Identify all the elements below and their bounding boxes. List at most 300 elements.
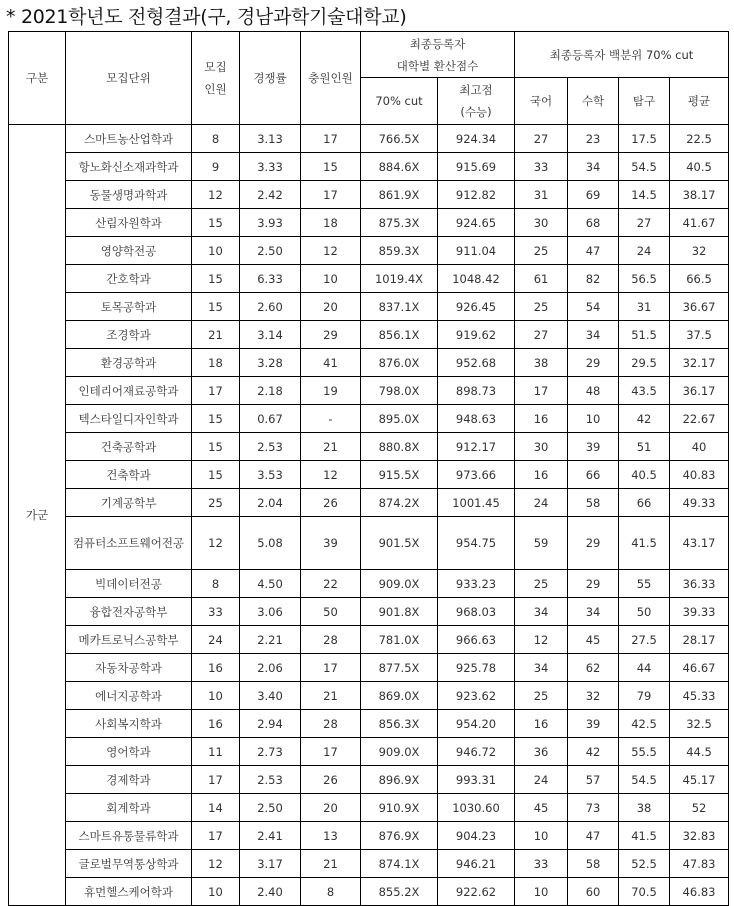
quota-cell: 14 <box>192 794 240 822</box>
average-cell: 66.5 <box>670 265 729 293</box>
competition-cell: 3.13 <box>240 125 301 153</box>
math-cell: 54 <box>568 293 619 321</box>
dept-cell: 기계공학부 <box>66 489 192 517</box>
inquiry-cell: 50 <box>619 598 670 626</box>
dept-cell: 텍스타일디자인학과 <box>66 405 192 433</box>
inquiry-cell: 38 <box>619 794 670 822</box>
average-cell: 32 <box>670 237 729 265</box>
cut70-cell: 895.0X <box>361 405 438 433</box>
table-row <box>9 265 729 293</box>
math-cell: 58 <box>568 850 619 878</box>
table-row <box>9 654 729 682</box>
dept-cell: 자동차공학과 <box>66 654 192 682</box>
header-cut70: 70% cut <box>361 78 438 125</box>
average-cell: 40 <box>670 433 729 461</box>
group-cell: 가군 <box>9 125 66 906</box>
dept-cell: 에너지공학과 <box>66 682 192 710</box>
header-max-line1: 최고점 <box>459 83 493 97</box>
competition-cell: 3.93 <box>240 209 301 237</box>
korean-cell: 36 <box>515 738 568 766</box>
competition-cell: 3.14 <box>240 321 301 349</box>
competition-cell: 5.08 <box>240 517 301 570</box>
korean-cell: 27 <box>515 321 568 349</box>
table-row <box>9 682 729 710</box>
table-row <box>9 822 729 850</box>
competition-cell: 2.06 <box>240 654 301 682</box>
korean-cell: 59 <box>515 517 568 570</box>
table-row <box>9 489 729 517</box>
cut70-cell: 869.0X <box>361 682 438 710</box>
average-cell: 32.17 <box>670 349 729 377</box>
math-cell: 69 <box>568 181 619 209</box>
dept-cell: 건축학과 <box>66 461 192 489</box>
quota-cell: 16 <box>192 654 240 682</box>
math-cell: 42 <box>568 738 619 766</box>
additional-cell: 41 <box>301 349 361 377</box>
header-quota <box>192 32 240 125</box>
quota-cell: 15 <box>192 209 240 237</box>
math-cell: 47 <box>568 822 619 850</box>
korean-cell: 25 <box>515 237 568 265</box>
competition-cell: 3.33 <box>240 153 301 181</box>
additional-cell: 19 <box>301 377 361 405</box>
additional-cell: 21 <box>301 433 361 461</box>
cut70-cell: 855.2X <box>361 878 438 906</box>
dept-cell: 인테리어재료공학과 <box>66 377 192 405</box>
quota-cell: 16 <box>192 710 240 738</box>
competition-cell: 3.53 <box>240 461 301 489</box>
additional-cell: 17 <box>301 738 361 766</box>
math-cell: 34 <box>568 598 619 626</box>
quota-cell: 25 <box>192 489 240 517</box>
average-cell: 36.33 <box>670 570 729 598</box>
cut70-cell: 910.9X <box>361 794 438 822</box>
cut70-cell: 880.8X <box>361 433 438 461</box>
cut70-cell: 875.3X <box>361 209 438 237</box>
average-cell: 22.5 <box>670 125 729 153</box>
math-cell: 29 <box>568 570 619 598</box>
inquiry-cell: 43.5 <box>619 377 670 405</box>
math-cell: 48 <box>568 377 619 405</box>
korean-cell: 34 <box>515 598 568 626</box>
max-score-cell: 924.34 <box>438 125 515 153</box>
math-cell: 45 <box>568 626 619 654</box>
page-title: * 2021학년도 전형결과(구, 경남과학기술대학교) <box>6 6 407 28</box>
dept-cell: 항노화신소재과학과 <box>66 153 192 181</box>
table-row <box>9 794 729 822</box>
average-cell: 36.17 <box>670 377 729 405</box>
header-score-group-line2: 대학별 환산점수 <box>396 58 479 73</box>
korean-cell: 31 <box>515 181 568 209</box>
dept-cell: 조경학과 <box>66 321 192 349</box>
max-score-cell: 946.21 <box>438 850 515 878</box>
max-score-cell: 1048.42 <box>438 265 515 293</box>
table-row <box>9 570 729 598</box>
additional-cell: 10 <box>301 265 361 293</box>
max-score-cell: 968.03 <box>438 598 515 626</box>
additional-cell: 18 <box>301 209 361 237</box>
additional-cell: 15 <box>301 153 361 181</box>
cut70-cell: 896.9X <box>361 766 438 794</box>
inquiry-cell: 54.5 <box>619 153 670 181</box>
quota-cell: 21 <box>192 321 240 349</box>
table-row <box>9 293 729 321</box>
average-cell: 39.33 <box>670 598 729 626</box>
dept-cell: 간호학과 <box>66 265 192 293</box>
competition-cell: 4.50 <box>240 570 301 598</box>
cut70-cell: 1019.4X <box>361 265 438 293</box>
additional-cell: 12 <box>301 461 361 489</box>
max-score-cell: 1001.45 <box>438 489 515 517</box>
additional-cell: 13 <box>301 822 361 850</box>
inquiry-cell: 51.5 <box>619 321 670 349</box>
table-row <box>9 349 729 377</box>
cut70-cell: 798.0X <box>361 377 438 405</box>
max-score-cell: 954.75 <box>438 517 515 570</box>
dept-cell: 산림자원학과 <box>66 209 192 237</box>
inquiry-cell: 14.5 <box>619 181 670 209</box>
quota-cell: 11 <box>192 738 240 766</box>
math-cell: 58 <box>568 489 619 517</box>
additional-cell: 20 <box>301 794 361 822</box>
table-row <box>9 209 729 237</box>
additional-cell: 17 <box>301 181 361 209</box>
header-max <box>438 78 515 125</box>
table-row <box>9 237 729 265</box>
competition-cell: 2.18 <box>240 377 301 405</box>
math-cell: 62 <box>568 654 619 682</box>
math-cell: 29 <box>568 517 619 570</box>
korean-cell: 17 <box>515 377 568 405</box>
inquiry-cell: 56.5 <box>619 265 670 293</box>
quota-cell: 12 <box>192 181 240 209</box>
header-quota-line2: 인원 <box>204 82 227 96</box>
quota-cell: 12 <box>192 517 240 570</box>
table-row <box>9 153 729 181</box>
math-cell: 66 <box>568 461 619 489</box>
korean-cell: 45 <box>515 794 568 822</box>
inquiry-cell: 41.5 <box>619 517 670 570</box>
cut70-cell: 856.1X <box>361 321 438 349</box>
table-body <box>9 125 729 906</box>
competition-cell: 6.33 <box>240 265 301 293</box>
inquiry-cell: 40.5 <box>619 461 670 489</box>
dept-cell: 회계학과 <box>66 794 192 822</box>
inquiry-cell: 24 <box>619 237 670 265</box>
quota-cell: 15 <box>192 293 240 321</box>
inquiry-cell: 66 <box>619 489 670 517</box>
quota-cell: 8 <box>192 125 240 153</box>
quota-cell: 15 <box>192 461 240 489</box>
header-math: 수학 <box>568 78 619 125</box>
header-additional: 충원인원 <box>301 32 361 125</box>
max-score-cell: 904.23 <box>438 822 515 850</box>
inquiry-cell: 55 <box>619 570 670 598</box>
math-cell: 32 <box>568 682 619 710</box>
table-row <box>9 517 729 570</box>
additional-cell: 39 <box>301 517 361 570</box>
competition-cell: 2.41 <box>240 822 301 850</box>
dept-cell: 메카트로닉스공학부 <box>66 626 192 654</box>
math-cell: 47 <box>568 237 619 265</box>
competition-cell: 2.50 <box>240 237 301 265</box>
math-cell: 10 <box>568 405 619 433</box>
average-cell: 37.5 <box>670 321 729 349</box>
max-score-cell: 915.69 <box>438 153 515 181</box>
table-row <box>9 405 729 433</box>
table-row <box>9 598 729 626</box>
math-cell: 39 <box>568 433 619 461</box>
cut70-cell: 837.1X <box>361 293 438 321</box>
korean-cell: 25 <box>515 682 568 710</box>
quota-cell: 10 <box>192 682 240 710</box>
korean-cell: 27 <box>515 125 568 153</box>
cut70-cell: 781.0X <box>361 626 438 654</box>
table-row <box>9 377 729 405</box>
korean-cell: 33 <box>515 850 568 878</box>
cut70-cell: 861.9X <box>361 181 438 209</box>
inquiry-cell: 42 <box>619 405 670 433</box>
math-cell: 34 <box>568 153 619 181</box>
max-score-cell: 923.62 <box>438 682 515 710</box>
header-max-line2: (수능) <box>460 105 492 119</box>
max-score-cell: 952.68 <box>438 349 515 377</box>
dept-cell: 빅데이터전공 <box>66 570 192 598</box>
header-quota-line1: 모집 <box>204 60 227 74</box>
max-score-cell: 926.45 <box>438 293 515 321</box>
average-cell: 44.5 <box>670 738 729 766</box>
average-cell: 36.67 <box>670 293 729 321</box>
table-row <box>9 321 729 349</box>
dept-cell: 휴먼헬스케어학과 <box>66 878 192 906</box>
table-row <box>9 626 729 654</box>
competition-cell: 2.53 <box>240 433 301 461</box>
inquiry-cell: 27.5 <box>619 626 670 654</box>
header-inquiry: 탐구 <box>619 78 670 125</box>
dept-cell: 스마트유통물류학과 <box>66 822 192 850</box>
math-cell: 29 <box>568 349 619 377</box>
korean-cell: 38 <box>515 349 568 377</box>
dept-cell: 컴퓨터소프트웨어전공 <box>66 517 192 570</box>
competition-cell: 2.21 <box>240 626 301 654</box>
korean-cell: 30 <box>515 209 568 237</box>
inquiry-cell: 44 <box>619 654 670 682</box>
average-cell: 40.5 <box>670 153 729 181</box>
max-score-cell: 898.73 <box>438 377 515 405</box>
table-row <box>9 766 729 794</box>
quota-cell: 24 <box>192 626 240 654</box>
dept-cell: 토목공학과 <box>66 293 192 321</box>
average-cell: 52 <box>670 794 729 822</box>
header-row-1 <box>9 32 729 78</box>
korean-cell: 33 <box>515 153 568 181</box>
additional-cell: 12 <box>301 237 361 265</box>
inquiry-cell: 17.5 <box>619 125 670 153</box>
dept-cell: 영어학과 <box>66 738 192 766</box>
math-cell: 23 <box>568 125 619 153</box>
average-cell: 45.33 <box>670 682 729 710</box>
quota-cell: 18 <box>192 349 240 377</box>
math-cell: 82 <box>568 265 619 293</box>
table-row <box>9 738 729 766</box>
inquiry-cell: 41.5 <box>619 822 670 850</box>
inquiry-cell: 27 <box>619 209 670 237</box>
korean-cell: 25 <box>515 570 568 598</box>
quota-cell: 15 <box>192 265 240 293</box>
competition-cell: 2.53 <box>240 766 301 794</box>
table-row <box>9 125 729 153</box>
average-cell: 40.83 <box>670 461 729 489</box>
max-score-cell: 954.20 <box>438 710 515 738</box>
additional-cell: 29 <box>301 321 361 349</box>
max-score-cell: 1030.60 <box>438 794 515 822</box>
korean-cell: 30 <box>515 433 568 461</box>
competition-cell: 2.50 <box>240 794 301 822</box>
quota-cell: 17 <box>192 822 240 850</box>
competition-cell: 3.06 <box>240 598 301 626</box>
korean-cell: 10 <box>515 822 568 850</box>
max-score-cell: 925.78 <box>438 654 515 682</box>
max-score-cell: 948.63 <box>438 405 515 433</box>
average-cell: 32.5 <box>670 710 729 738</box>
header-korean: 국어 <box>515 78 568 125</box>
competition-cell: 3.40 <box>240 682 301 710</box>
competition-cell: 2.94 <box>240 710 301 738</box>
korean-cell: 16 <box>515 405 568 433</box>
cut70-cell: 856.3X <box>361 710 438 738</box>
competition-cell: 3.28 <box>240 349 301 377</box>
admission-results-table <box>8 31 729 906</box>
competition-cell: 2.04 <box>240 489 301 517</box>
max-score-cell: 911.04 <box>438 237 515 265</box>
table-row <box>9 461 729 489</box>
dept-cell: 글로벌무역통상학과 <box>66 850 192 878</box>
average-cell: 45.17 <box>670 766 729 794</box>
additional-cell: - <box>301 405 361 433</box>
max-score-cell: 946.72 <box>438 738 515 766</box>
dept-cell: 사회복지학과 <box>66 710 192 738</box>
average-cell: 47.83 <box>670 850 729 878</box>
korean-cell: 12 <box>515 626 568 654</box>
header-score-group-line1: 최종등록자 <box>409 36 466 51</box>
header-group: 구분 <box>9 32 66 125</box>
average-cell: 46.83 <box>670 878 729 906</box>
quota-cell: 15 <box>192 433 240 461</box>
inquiry-cell: 29.5 <box>619 349 670 377</box>
max-score-cell: 933.23 <box>438 570 515 598</box>
math-cell: 39 <box>568 710 619 738</box>
additional-cell: 50 <box>301 598 361 626</box>
cut70-cell: 876.0X <box>361 349 438 377</box>
additional-cell: 20 <box>301 293 361 321</box>
dept-cell: 경제학과 <box>66 766 192 794</box>
korean-cell: 61 <box>515 265 568 293</box>
additional-cell: 21 <box>301 850 361 878</box>
max-score-cell: 924.65 <box>438 209 515 237</box>
additional-cell: 21 <box>301 682 361 710</box>
dept-cell: 융합전자공학부 <box>66 598 192 626</box>
additional-cell: 26 <box>301 766 361 794</box>
math-cell: 73 <box>568 794 619 822</box>
inquiry-cell: 42.5 <box>619 710 670 738</box>
quota-cell: 15 <box>192 405 240 433</box>
header-average: 평균 <box>670 78 729 125</box>
average-cell: 28.17 <box>670 626 729 654</box>
cut70-cell: 909.0X <box>361 570 438 598</box>
korean-cell: 25 <box>515 293 568 321</box>
competition-cell: 2.40 <box>240 878 301 906</box>
inquiry-cell: 55.5 <box>619 738 670 766</box>
korean-cell: 24 <box>515 489 568 517</box>
table-row <box>9 850 729 878</box>
cut70-cell: 874.2X <box>361 489 438 517</box>
cut70-cell: 859.3X <box>361 237 438 265</box>
cut70-cell: 876.9X <box>361 822 438 850</box>
inquiry-cell: 79 <box>619 682 670 710</box>
math-cell: 68 <box>568 209 619 237</box>
additional-cell: 28 <box>301 710 361 738</box>
competition-cell: 2.60 <box>240 293 301 321</box>
additional-cell: 8 <box>301 878 361 906</box>
quota-cell: 12 <box>192 850 240 878</box>
average-cell: 41.67 <box>670 209 729 237</box>
cut70-cell: 874.1X <box>361 850 438 878</box>
max-score-cell: 919.62 <box>438 321 515 349</box>
math-cell: 60 <box>568 878 619 906</box>
dept-cell: 스마트농산업학과 <box>66 125 192 153</box>
quota-cell: 9 <box>192 153 240 181</box>
additional-cell: 17 <box>301 125 361 153</box>
korean-cell: 16 <box>515 461 568 489</box>
korean-cell: 24 <box>515 766 568 794</box>
quota-cell: 10 <box>192 878 240 906</box>
header-dept: 모집단위 <box>66 32 192 125</box>
dept-cell: 건축공학과 <box>66 433 192 461</box>
average-cell: 43.17 <box>670 517 729 570</box>
inquiry-cell: 70.5 <box>619 878 670 906</box>
korean-cell: 16 <box>515 710 568 738</box>
additional-cell: 22 <box>301 570 361 598</box>
average-cell: 49.33 <box>670 489 729 517</box>
average-cell: 38.17 <box>670 181 729 209</box>
header-percentile-group: 최종등록자 백분위 70% cut <box>515 32 729 78</box>
quota-cell: 33 <box>192 598 240 626</box>
competition-cell: 3.17 <box>240 850 301 878</box>
max-score-cell: 973.66 <box>438 461 515 489</box>
max-score-cell: 912.82 <box>438 181 515 209</box>
table-row <box>9 433 729 461</box>
inquiry-cell: 54.5 <box>619 766 670 794</box>
max-score-cell: 993.31 <box>438 766 515 794</box>
cut70-cell: 884.6X <box>361 153 438 181</box>
average-cell: 46.67 <box>670 654 729 682</box>
competition-cell: 2.73 <box>240 738 301 766</box>
max-score-cell: 922.62 <box>438 878 515 906</box>
competition-cell: 0.67 <box>240 405 301 433</box>
cut70-cell: 901.8X <box>361 598 438 626</box>
inquiry-cell: 51 <box>619 433 670 461</box>
cut70-cell: 877.5X <box>361 654 438 682</box>
dept-cell: 환경공학과 <box>66 349 192 377</box>
additional-cell: 26 <box>301 489 361 517</box>
inquiry-cell: 31 <box>619 293 670 321</box>
cut70-cell: 915.5X <box>361 461 438 489</box>
math-cell: 57 <box>568 766 619 794</box>
average-cell: 32.83 <box>670 822 729 850</box>
quota-cell: 17 <box>192 766 240 794</box>
math-cell: 34 <box>568 321 619 349</box>
quota-cell: 17 <box>192 377 240 405</box>
